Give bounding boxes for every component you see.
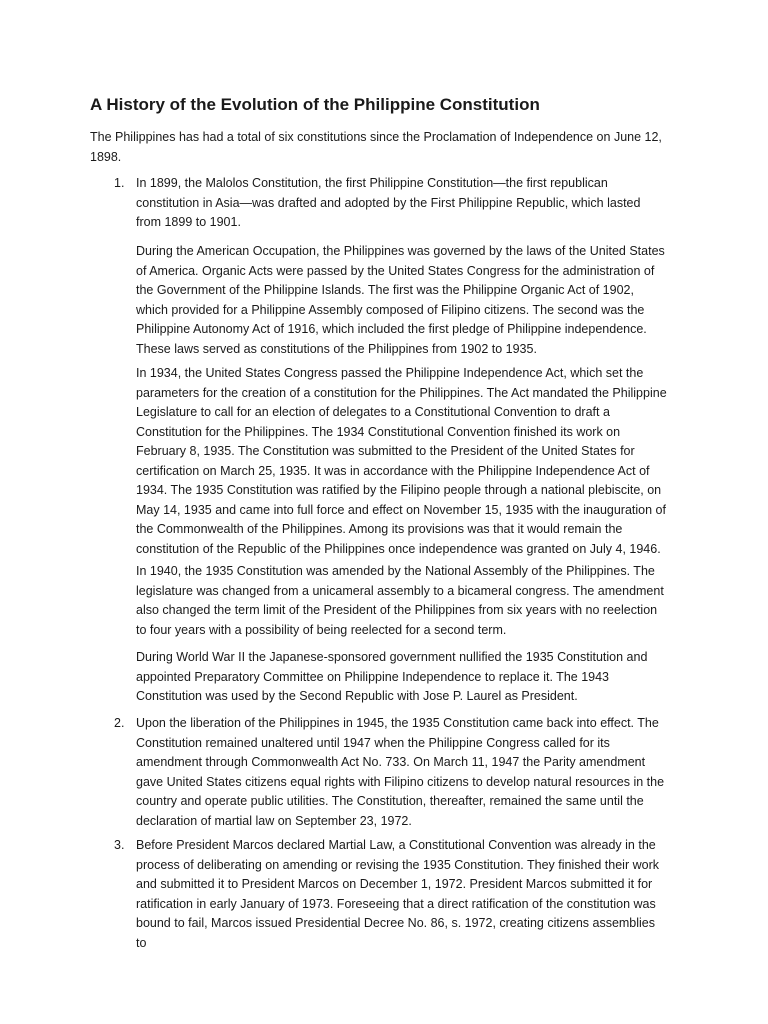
list-paragraph: During the American Occupation, the Philippines was governed by the laws of the United States of America. Organic Acts were passed by the United States Congress for the administration of the Government of the Philippine Islands. The first was the Philippine Organic Act of 1902, which provided for a Philippine Assembly composed of Filipino citizens. The second was the Philippine Autonomy Act of 1916, which included the first pledge of Philippine independence. These laws served as constitutions of the Philippines from 1902 to 1935. <box>136 244 665 356</box>
list-paragraph: During World War II the Japanese-sponsored government nullified the 1935 Constitution and appointed Preparatory Committee on Philippine Independence to replace it. The 1943 Constitution was used by the Second Republic with Jose P. Laurel as President. <box>136 650 648 703</box>
list-paragraph: Upon the liberation of the Philippines in 1945, the 1935 Constitution came back into effect. The Constitution remained unaltered until 1947 when the Philippine Congress called for its amendment through Commonwealth Act No. 733. On March 11, 1947 the Parity amendment gave United States citizens equal rights with Filipino citizens to develop natural resources in the country and operate public utilities. The Constitution, thereafter, remained the same until the declaration of martial law on September 23, 1972. <box>136 716 665 828</box>
list-number: 2. <box>114 716 125 730</box>
document-title: A History of the Evolution of the Philippine Constitution <box>90 95 540 114</box>
list-paragraph: In 1940, the 1935 Constitution was amended by the National Assembly of the Philippines. The legislature was changed from a unicameral assembly to a bicameral congress. The amendment also changed the term limit of the President of the Philippines from six years with no reelection to four years with a possibility of being reelected for a second term. <box>136 564 664 637</box>
intro-paragraph: The Philippines has had a total of six constitutions since the Proclamation of Independence on June 12, 1898. <box>90 130 662 164</box>
list-number: 3. <box>114 838 125 852</box>
list-number: 1. <box>114 176 125 190</box>
list-paragraph: Before President Marcos declared Martial Law, a Constitutional Convention was already in the process of deliberating on amending or revising the 1935 Constitution. They finished their work and submitted it to President Marcos on December 1, 1972. President Marcos submitted it for ratification in early January of 1973. Foreseeing that a direct ratification of the constitution was bound to fail, Marcos issued Presidential Decree No. 86, s. 1972, creating citizens assemblies to <box>136 838 659 950</box>
list-paragraph: In 1934, the United States Congress passed the Philippine Independence Act, which set the parameters for the creation of a constitution for the Philippines. The Act mandated the Philippine Legislature to call for an election of delegates to a Constitutional Convention to draft a Constitution for the Philippines. The 1934 Constitutional Convention finished its work on February 8, 1935. The Constitution was submitted to the President of the United States for certification on March 25, 1935. It was in accordance with the Philippine Independence Act of 1934. The 1935 Constitution was ratified by the Filipino people through a national plebiscite, on May 14, 1935 and came into full force and effect on November 15, 1935 with the inauguration of the Commonwealth of the Philippines. Among its provisions was that it would remain the constitution of the Republic of the Philippines once independence was granted on July 4, 1946. <box>136 366 667 556</box>
list-paragraph: In 1899, the Malolos Constitution, the first Philippine Constitution—the first republican constitution in Asia—was drafted and adopted by the First Philippine Republic, which lasted from 1899 to 1901. <box>136 176 641 229</box>
